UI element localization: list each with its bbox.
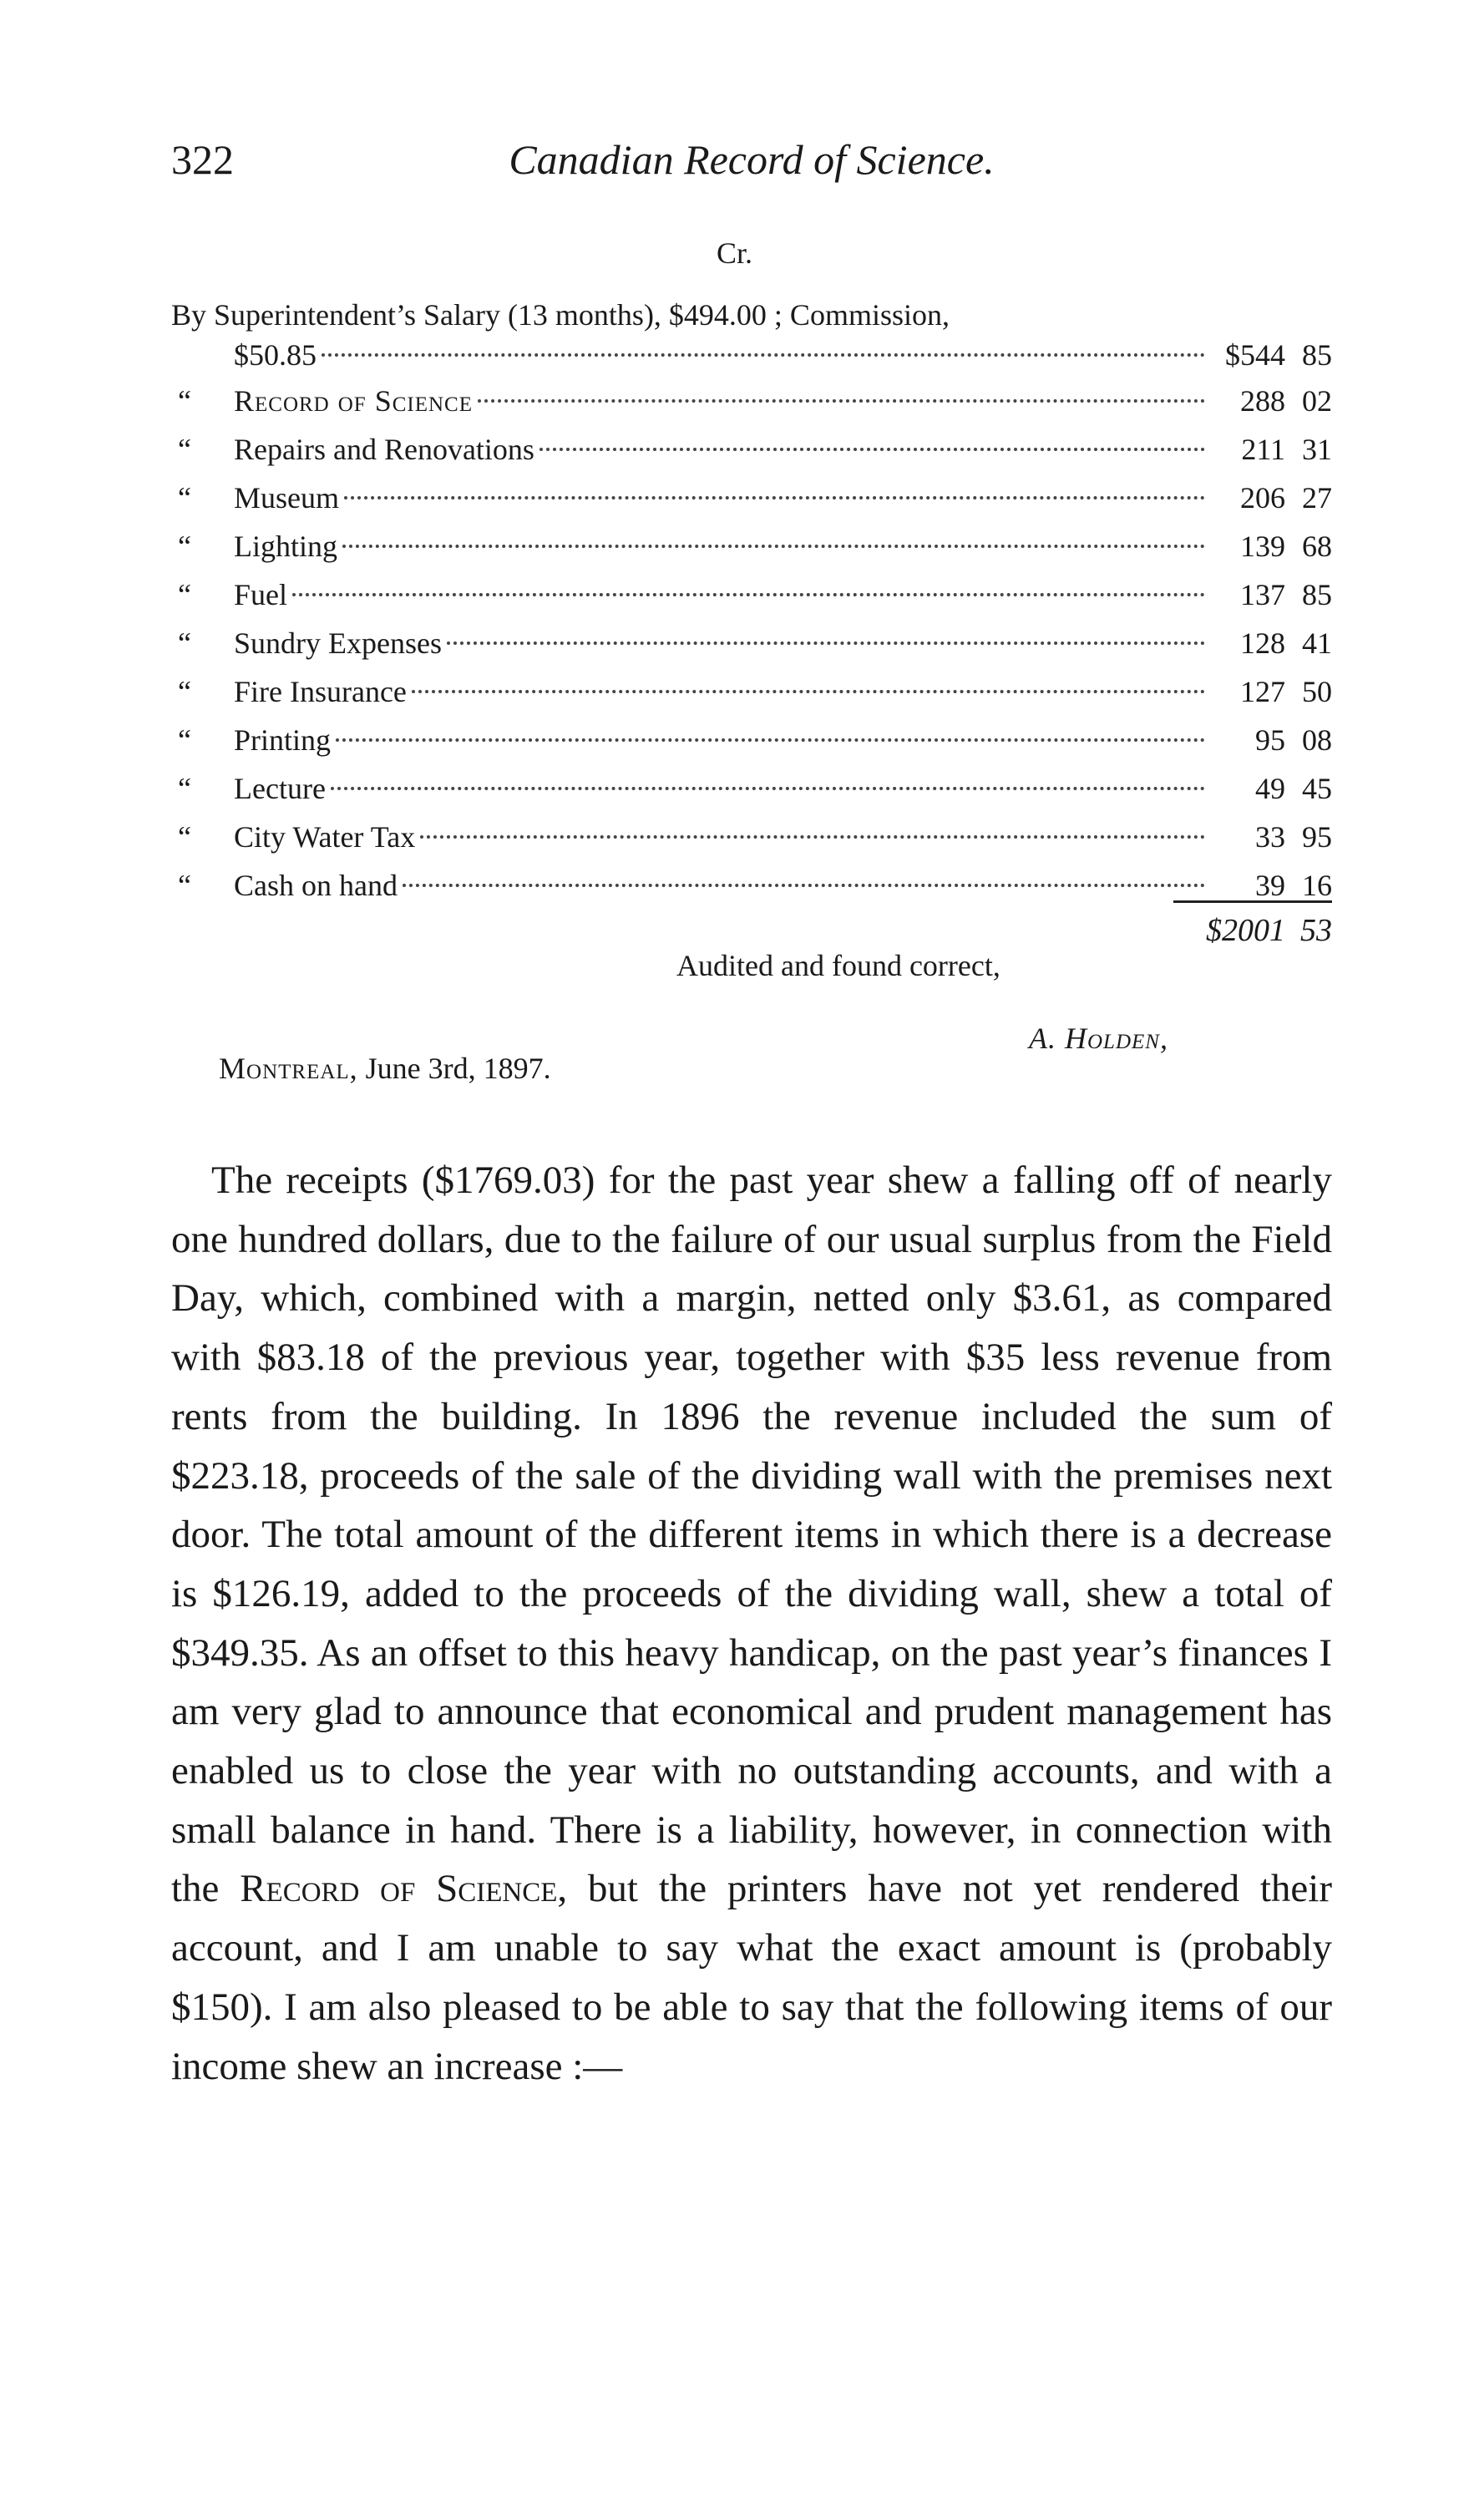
credit-heading: Cr. [716,236,752,270]
ledger-item-label: Fuel [234,578,288,611]
ledger-item-label: Printing [234,723,332,757]
ledger-row [171,377,1332,425]
amount-cents: 85 [1302,578,1332,611]
auditor-signature: A. Holden, [1029,1022,1168,1055]
place-date [219,1051,551,1086]
ditto-mark: “ [178,481,191,515]
ditto-mark: “ [178,820,191,854]
ledger-amount [1210,425,1332,474]
dot-leader [336,738,1205,742]
dot-leader [322,353,1205,357]
amount-cents: 45 [1302,772,1332,805]
ledger-amount [1210,619,1332,667]
amount-dollars: 95 [1255,723,1285,757]
page-header [171,135,1332,202]
ledger-amount [1210,522,1332,570]
amount-dollars: 206 [1240,481,1285,515]
ledger-row [171,333,1332,377]
body-paragraph [171,1151,1332,2096]
ditto-mark: “ [178,433,191,466]
date: June 3rd, 1897. [365,1052,551,1085]
ledger-row [171,425,1332,474]
amount-cents: 68 [1302,530,1332,563]
amount-cents: 31 [1302,433,1332,466]
ledger-item-label: Cash on hand [234,869,398,902]
amount-cents: 02 [1302,384,1332,418]
amount-dollars: 137 [1240,578,1285,611]
ledger-intro: By Superintendent’s Salary (13 months), $494.00 ; Commission, [171,298,950,332]
amount-cents: 08 [1302,723,1332,757]
ledger-row [171,861,1332,910]
amount-dollars: 128 [1240,626,1285,660]
ledger-row [171,764,1332,813]
ledger-row [171,522,1332,570]
dot-leader [412,690,1205,693]
amount-cents: 95 [1302,820,1332,854]
total-cents: 53 [1300,913,1332,948]
ledger-row [171,813,1332,861]
ledger-amount [1210,813,1332,861]
dot-leader [420,835,1205,839]
dot-leader [292,593,1205,596]
ditto-mark: “ [178,530,191,563]
amount-cents: 50 [1302,675,1332,708]
body-text-part2: , but the printers have not yet rendered their account, and I am unable to say what the exact amount is (probably $150). I am also pleased to be able to say that the following items of our income shew an increase :— [171,1867,1332,2088]
ledger-amount [1210,377,1332,425]
ditto-mark: “ [178,578,191,611]
record-of-science-name: Record of Science [240,1867,558,1911]
dot-leader [403,884,1205,887]
body-text-part1: The receipts ($1769.03) for the past year shew a falling off of nearly one hundred dollars, due to the failure of our usual surplus from the Field Day, which, combined with a margin, netted only $3.61, as compared with $83.18 of the previous year, together with $35 less revenue from rents from the building. In 1896 the revenue included the sum of $223.18, proceeds of the sale of the dividing wall with the premises next door. The total amount of the different items in which there is a decrease is $126.19, added to the proceeds of the dividing wall, shew a total of $349.35. As an offset to this heavy handicap, on the past year’s finances I am very glad to announce that economical and prudent management has enabled us to close the year with no outstanding accounts, and with a small balance in hand. There is a liability, however, in connection with the [171,1159,1332,1911]
ledger-item-label: Sundry Expenses [234,626,442,660]
dot-leader [344,496,1205,499]
ledger-item-label: $50.85 [234,338,317,372]
ditto-mark: “ [178,869,191,902]
dot-leader [539,448,1205,451]
ledger-amount [1210,570,1332,619]
ledger-rows [171,333,1332,910]
total-dollars: $2001 [1206,913,1285,948]
amount-dollars: 127 [1240,675,1285,708]
ledger-table [171,297,1332,910]
amount-cents: 27 [1302,481,1332,515]
ledger-row [171,667,1332,716]
dot-leader [447,641,1205,645]
ledger-row [171,716,1332,764]
ditto-mark: “ [178,723,191,757]
amount-cents: 16 [1302,869,1332,902]
ledger-item-label: Lecture [234,772,326,805]
ledger-item-label: City Water Tax [234,820,416,854]
ledger-item-label: Repairs and Renovations [234,433,534,466]
place: Montreal, [219,1052,358,1085]
ledger-row [171,474,1332,522]
ditto-mark: “ [178,772,191,805]
ledger-item-label: Lighting [234,530,337,563]
amount-cents: 41 [1302,626,1332,660]
ledger-item-label: Record of Science [234,384,473,418]
amount-dollars: 33 [1255,820,1285,854]
ledger-row [171,570,1332,619]
dot-leader [478,399,1205,403]
amount-dollars: 288 [1240,384,1285,418]
ledger-item-label: Fire Insurance [234,675,407,708]
running-title: Canadian Record of Science. [509,136,995,183]
ledger-row [171,619,1332,667]
ledger-amount [1210,333,1332,377]
ditto-mark: “ [178,384,191,418]
ledger-item-label: Museum [234,481,339,515]
ditto-mark: “ [178,675,191,708]
audit-statement: Audited and found correct, [676,949,1000,982]
amount-cents: 85 [1302,338,1332,372]
ledger-amount [1210,764,1332,813]
amount-dollars: 211 [1241,433,1285,466]
dot-leader [331,787,1205,790]
dot-leader [342,545,1205,548]
amount-dollars: 39 [1255,869,1285,902]
amount-dollars: 49 [1255,772,1285,805]
ledger-total [1173,912,1332,949]
page-number: 322 [171,136,234,183]
ditto-mark: “ [178,626,191,660]
amount-dollars: $544 [1225,338,1285,372]
ledger-amount [1210,474,1332,522]
amount-dollars: 139 [1240,530,1285,563]
ledger-amount [1210,716,1332,764]
total-rule [1173,900,1332,903]
ledger-amount [1210,667,1332,716]
